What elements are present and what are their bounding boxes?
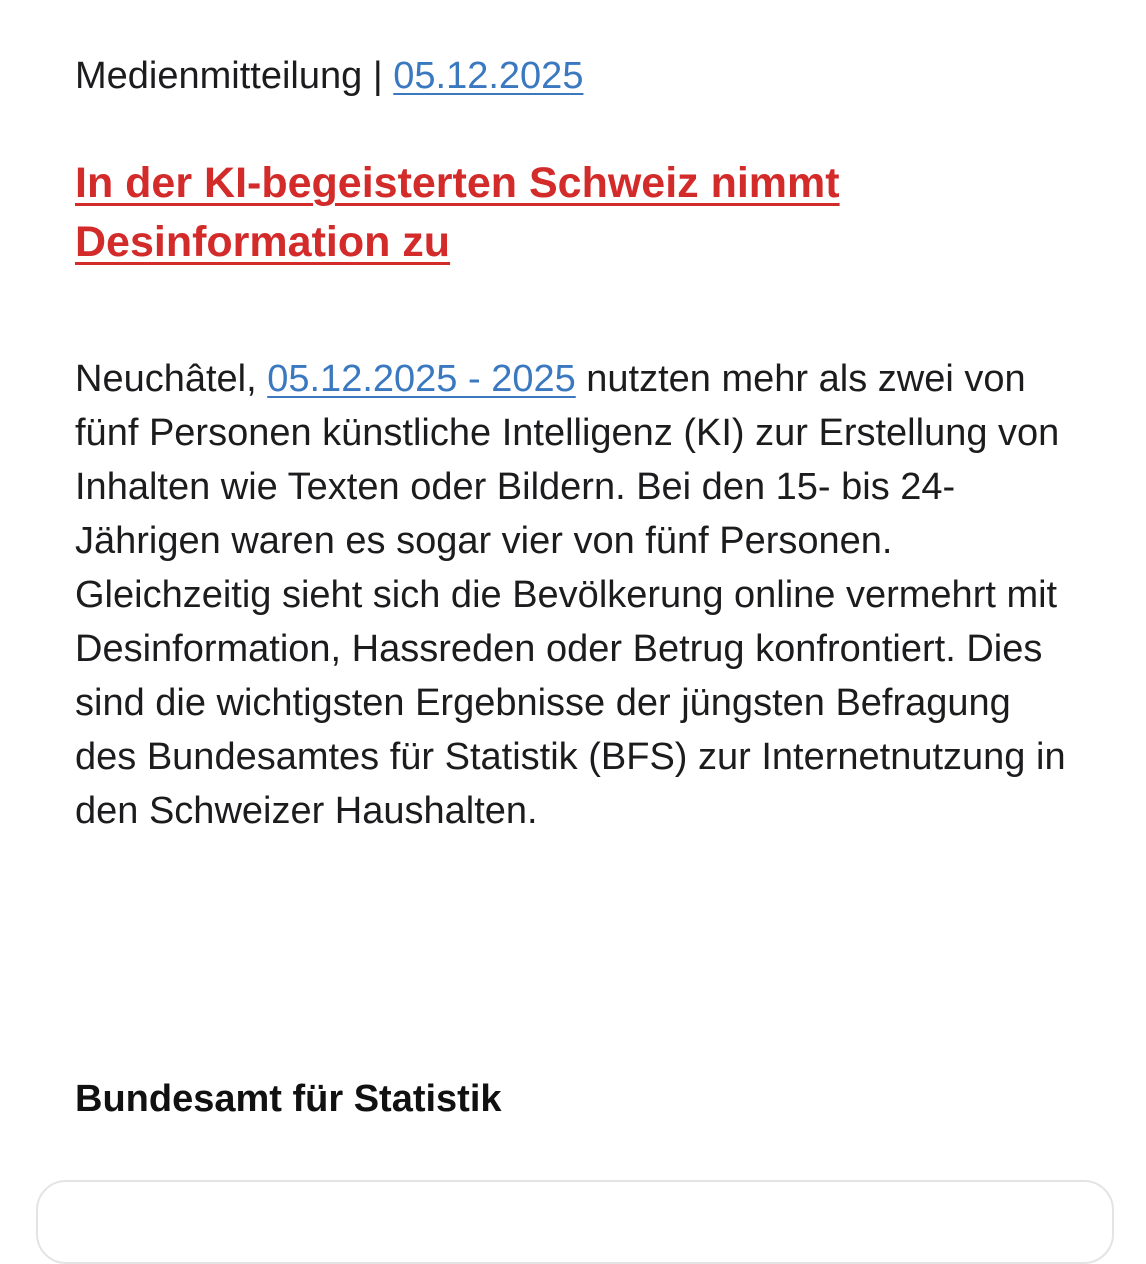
- press-release: [75, 50, 1075, 838]
- meta-date-link[interactable]: 05.12.2025: [393, 55, 584, 97]
- meta-label: Medienmitteilung: [75, 55, 363, 97]
- meta-separator: |: [362, 55, 394, 97]
- lead-place: Neuchâtel,: [75, 358, 268, 400]
- headline-line-2: Desinformation zu: [75, 218, 451, 266]
- headline-link[interactable]: [75, 154, 1035, 272]
- lead-text: nutzten mehr als zwei von fünf Personen künstliche Intelligenz (KI) zur Erstellung von Inhalten wie Texten oder Bildern. Bei den 15- bis 24-Jährigen waren es sogar vier von fünf Personen. Gleichzeitig sieht sich die Bevölkerung online vermehrt mit Desinformation, Hassreden oder Betrug konfrontiert. Dies sind die wichtigsten Ergebnisse der jüngsten Befragung des Bundesamtes für Statistik (BFS) zur Internetnutzung in den Schweizer Haushalten.: [75, 358, 1066, 832]
- meta-line: [75, 50, 1075, 102]
- lead-date-link[interactable]: 05.12.2025 - 2025: [267, 358, 576, 400]
- next-card-edge: [36, 1180, 1114, 1264]
- lead-paragraph: [75, 352, 1075, 838]
- source-organization: Bundesamt für Statistik: [75, 1078, 502, 1120]
- headline-line-1: In der KI-begeisterten Schweiz nimmt: [75, 159, 840, 207]
